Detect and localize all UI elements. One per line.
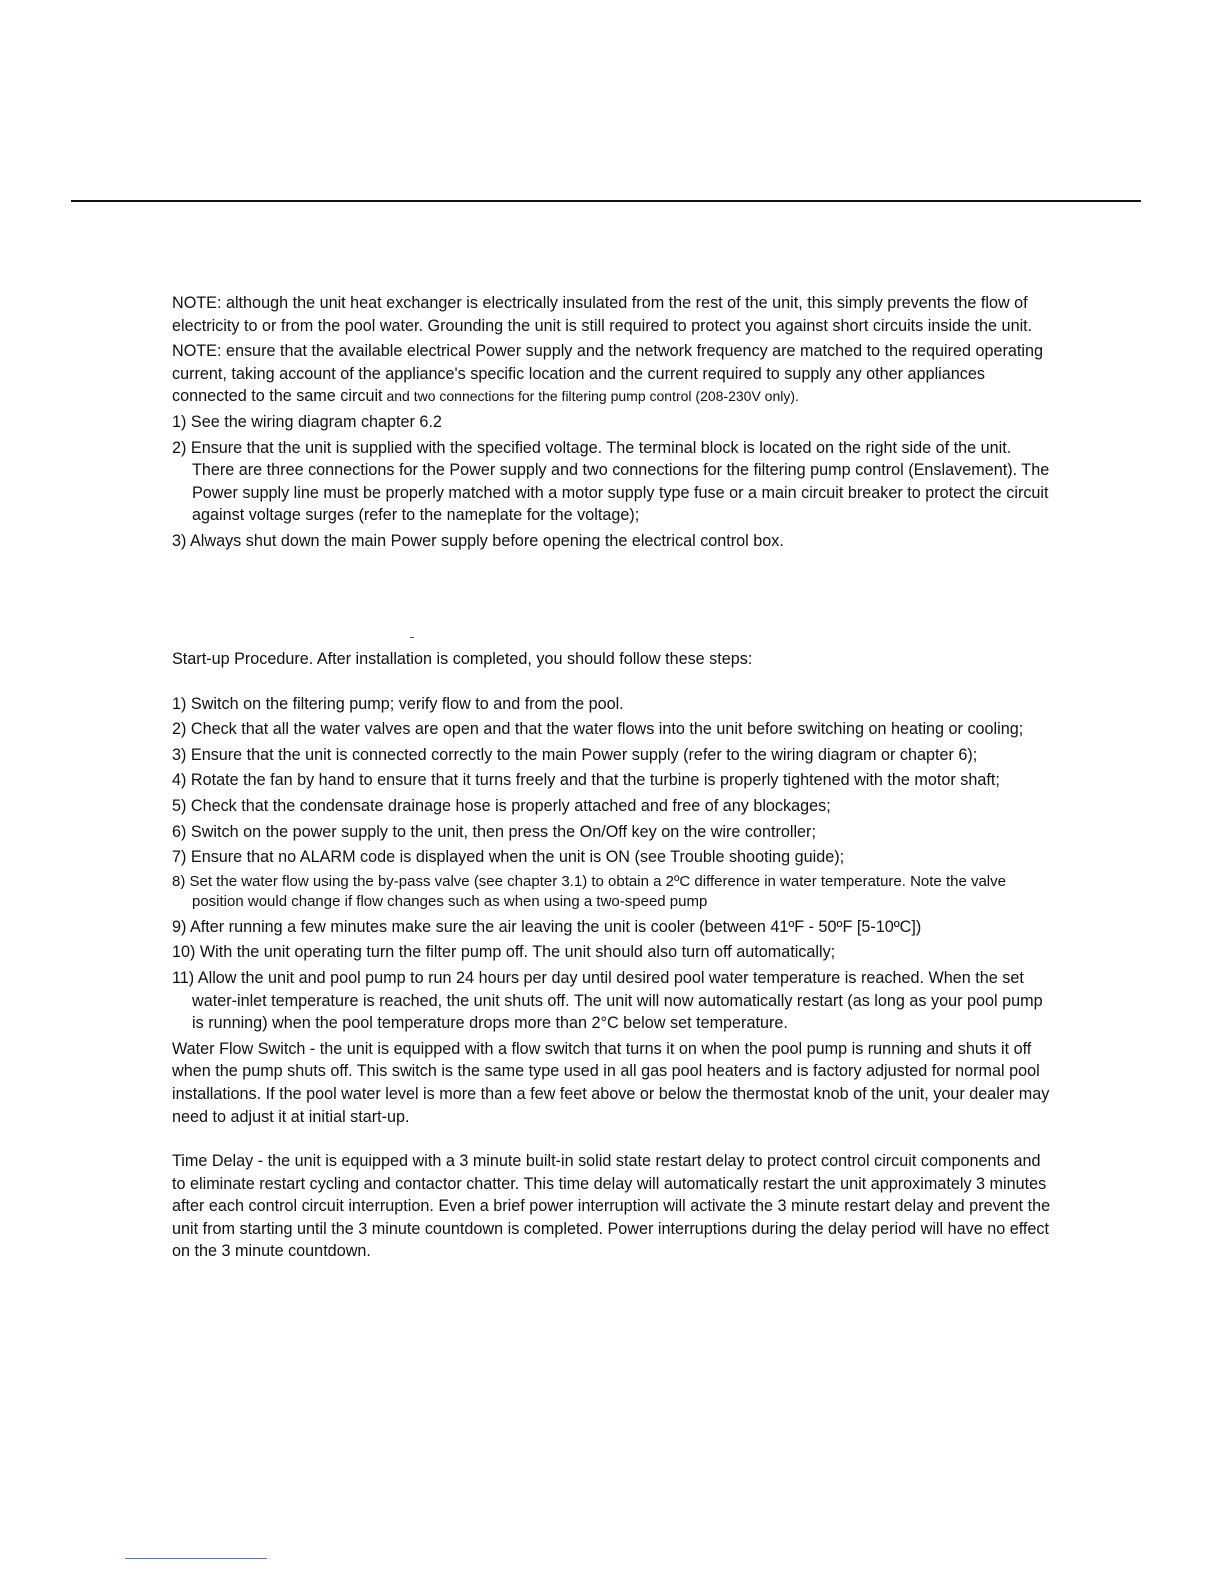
time-delay-paragraph: Time Delay - the unit is equipped with a 3 minute built-in solid state restart delay to protect control circuit components and to eliminate restart cycling and contactor chatter. This time delay will automatically restart the unit approximately 3 minutes after each control circuit interruption. Even a brief power interruption will activate the 3 minute restart delay and prevent the unit from starting until the 3 minute countdown is completed. Power interruptions during the delay period will have no effect on the 3 minute countdown. bbox=[172, 1152, 1051, 1261]
startup-step-1: 1) Switch on the filtering pump; verify flow to and from the pool. bbox=[172, 694, 624, 713]
electrical-section bbox=[172, 292, 1052, 556]
electrical-step-1: 1) See the wiring diagram chapter 6.2 bbox=[172, 412, 442, 431]
startup-step-2: 2) Check that all the water valves are open and that the water flows into the unit before switching on heating or cooling; bbox=[172, 720, 1024, 739]
footer-link-underline bbox=[125, 1558, 267, 1559]
electrical-step-3: 3) Always shut down the main Power supply before opening the electrical control box. bbox=[172, 531, 784, 550]
startup-step-8: 8) Set the water flow using the by-pass valve (see chapter 3.1) to obtain a 2ºC difference in water temperature. Note the valve position would change if flow changes such as when using a two-speed pump bbox=[172, 872, 1006, 911]
note-power-supply bbox=[172, 340, 1052, 408]
startup-step-10: 10) With the unit operating turn the filter pump off. The unit should also turn off automatically; bbox=[172, 943, 836, 962]
startup-intro: Start-up Procedure. After installation is completed, you should follow these steps: bbox=[172, 650, 753, 668]
note-power-supply-tail: and two connections for the filtering pump control (208-230V only). bbox=[382, 388, 799, 405]
startup-step-9: 9) After running a few minutes make sure the air leaving the unit is cooler (between 41ºF - 50ºF [5-10ºC]) bbox=[172, 917, 922, 936]
note-insulation: NOTE: although the unit heat exchanger is electrically insulated from the rest of the unit, this simply prevents the flow of electricity to or from the pool water. Grounding the unit is still required to protect you against short circuits inside the unit. bbox=[172, 294, 1033, 335]
water-flow-switch-paragraph: Water Flow Switch - the unit is equipped with a flow switch that turns it on when the pool pump is running and shuts it off when the pump shuts off. This switch is the same type used in all gas pool heaters and is factory adjusted for normal pool installations. If the pool water level is more than a few feet above or below the thermostat knob of the unit, your dealer may need to adjust it at initial start-up. bbox=[172, 1039, 1050, 1126]
startup-step-6: 6) Switch on the power supply to the unit, then press the On/Off key on the wire controller; bbox=[172, 822, 816, 841]
note-power-supply-text: NOTE: ensure that the available electrical Power supply and the network frequency are matched to the required operating current, taking account of the appliance's specific location and the current required to supply any other appliances connected to the same circuit bbox=[172, 342, 1044, 406]
startup-step-3: 3) Ensure that the unit is connected correctly to the main Power supply (refer to the wiring diagram or chapter 6); bbox=[172, 745, 978, 764]
startup-section bbox=[172, 648, 1052, 1263]
startup-step-4: 4) Rotate the fan by hand to ensure that it turns freely and that the turbine is properly tightened with the motor shaft; bbox=[172, 771, 1000, 790]
startup-step-7: 7) Ensure that no ALARM code is displayed when the unit is ON (see Trouble shooting guide); bbox=[172, 848, 845, 867]
stray-dash bbox=[410, 637, 414, 638]
header-rule bbox=[71, 200, 1141, 202]
electrical-step-2: 2) Ensure that the unit is supplied with the specified voltage. The terminal block is located on the right side of the unit. There are three connections for the Power supply and two connections for the filtering pump control (Enslavement). The Power supply line must be properly matched with a motor supply type fuse or a main circuit breaker to protect the circuit against voltage surges (refer to the nameplate for the voltage); bbox=[172, 438, 1050, 525]
startup-step-5: 5) Check that the condensate drainage hose is properly attached and free of any blockages; bbox=[172, 796, 831, 815]
startup-step-11: 11) Allow the unit and pool pump to run 24 hours per day until desired pool water temperature is reached. When the set water-inlet temperature is reached, the unit shuts off. The unit will now automatically restart (as long as your pool pump is running) when the pool temperature drops more than 2°C below set temperature. bbox=[172, 968, 1043, 1033]
